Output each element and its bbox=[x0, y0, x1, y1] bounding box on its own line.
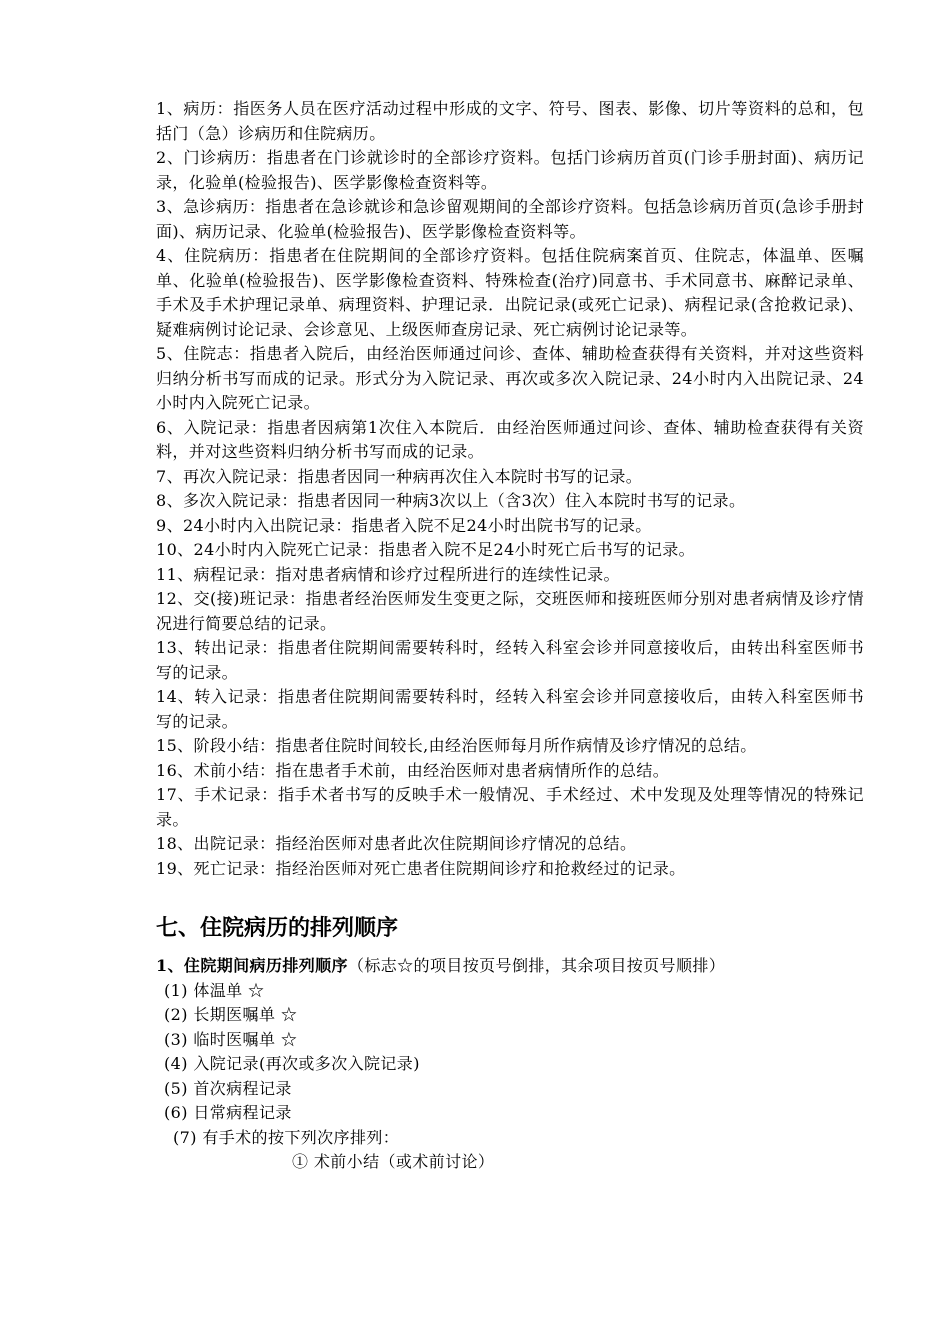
definition-2: 2、门诊病历：指患者在门诊就诊时的全部诊疗资料。包括门诊病历首页(门诊手册封面)、病历记录，化验单(检验报告)、医学影像检查资料等。 bbox=[156, 148, 864, 192]
subsection-note: （标志☆的项目按页号倒排，其余项目按页号顺排） bbox=[347, 956, 726, 975]
definition-17: 17、手术记录：指手术者书写的反映手术一般情况、手术经过、术中发现及处理等情况的特殊记录。 bbox=[156, 785, 864, 829]
definition-10: 10、24小时内入院死亡记录：指患者入院不足24小时死亡后书写的记录。 bbox=[156, 540, 696, 559]
definition-18: 18、出院记录：指经治医师对患者此次住院期间诊疗情况的总结。 bbox=[156, 834, 637, 853]
order-item-4: (4) 入院记录(再次或多次入院记录) bbox=[164, 1054, 420, 1073]
order-item-7: (7) 有手术的按下列次序排列： bbox=[173, 1127, 400, 1147]
definition-7: 7、再次入院记录：指患者因同一种病再次住入本院时书写的记录。 bbox=[156, 466, 643, 486]
order-item-6: (6) 日常病程记录 bbox=[164, 1103, 292, 1122]
definition-11: 11、病程记录：指对患者病情和诊疗过程所进行的连续性记录。 bbox=[156, 564, 620, 584]
definitions-list bbox=[156, 97, 864, 881]
order-item-5: (5) 首次病程记录 bbox=[164, 1078, 292, 1098]
definition-8: 8、多次入院记录：指患者因同一种病3次以上（含3次）住入本院时书写的记录。 bbox=[156, 491, 746, 510]
subsection-line bbox=[156, 954, 864, 979]
order-item-2: (2) 长期医嘱单 ☆ bbox=[164, 1005, 298, 1024]
definition-14: 14、转入记录：指患者住院期间需要转科时，经转入科室会诊并同意接收后，由转入科室医师书写的记录。 bbox=[156, 687, 864, 731]
order-list bbox=[156, 979, 864, 1175]
order-item-1: (1) 体温单 ☆ bbox=[164, 980, 265, 1000]
definition-16: 16、术前小结：指在患者手术前，由经治医师对患者病情所作的总结。 bbox=[156, 760, 670, 780]
definition-15: 15、阶段小结：指患者住院时间较长,由经治医师每月所作病情及诊疗情况的总结。 bbox=[156, 736, 757, 755]
subsection-title: 1、住院期间病历排列顺序 bbox=[156, 956, 348, 975]
definition-6: 6、入院记录：指患者因病第1次住入本院后．由经治医师通过问诊、查体、辅助检查获得有关资料，并对这些资料归纳分析书写而成的记录。 bbox=[156, 417, 864, 461]
definition-5: 5、住院志：指患者入院后，由经治医师通过问诊、查体、辅助检查获得有关资料，并对这些资料归纳分析书写而成的记录。形式分为入院记录、再次或多次入院记录、24小时内入出院记录、24小时内入院死亡记录。 bbox=[156, 344, 864, 412]
definition-9: 9、24小时内入出院记录：指患者入院不足24小时出院书写的记录。 bbox=[156, 515, 652, 535]
definition-12: 12、交(接)班记录：指患者经治医师发生变更之际，交班医师和接班医师分别对患者病情及诊疗情况进行简要总结的记录。 bbox=[156, 589, 864, 633]
definition-19: 19、死亡记录：指经治医师对死亡患者住院期间诊疗和抢救经过的记录。 bbox=[156, 858, 686, 878]
definition-1: 1、病历：指医务人员在医疗活动过程中形成的文字、符号、图表、影像、切片等资料的总和，包括门（急）诊病历和住院病历。 bbox=[156, 99, 864, 143]
surgery-item-1: ① 术前小结（或术前讨论） bbox=[292, 1152, 495, 1171]
section-heading: 七、住院病历的排列顺序 bbox=[156, 916, 399, 941]
order-item-3: (3) 临时医嘱单 ☆ bbox=[164, 1029, 298, 1049]
definition-3: 3、急诊病历：指患者在急诊就诊和急诊留观期间的全部诊疗资料。包括急诊病历首页(急诊手册封面)、病历记录、化验单(检验报告)、医学影像检查资料等。 bbox=[156, 197, 864, 241]
definition-4: 4、住院病历：指患者在住院期间的全部诊疗资料。包括住院病案首页、住院志，体温单、医嘱单、化验单(检验报告)、医学影像检查资料、特殊检查(治疗)同意书、手术同意书、麻醉记录单、手术及手术护理记录单、病理资料、护理记录．出院记录(或死亡记录)、病程记录(含抢救记录)、疑难病例讨论记录、会诊意见、上级医师查房记录、死亡病例讨论记录等。 bbox=[156, 246, 864, 339]
document-content bbox=[156, 97, 864, 1175]
definition-13: 13、转出记录：指患者住院期间需要转科时，经转入科室会诊并同意接收后，由转出科室医师书写的记录。 bbox=[156, 638, 864, 682]
